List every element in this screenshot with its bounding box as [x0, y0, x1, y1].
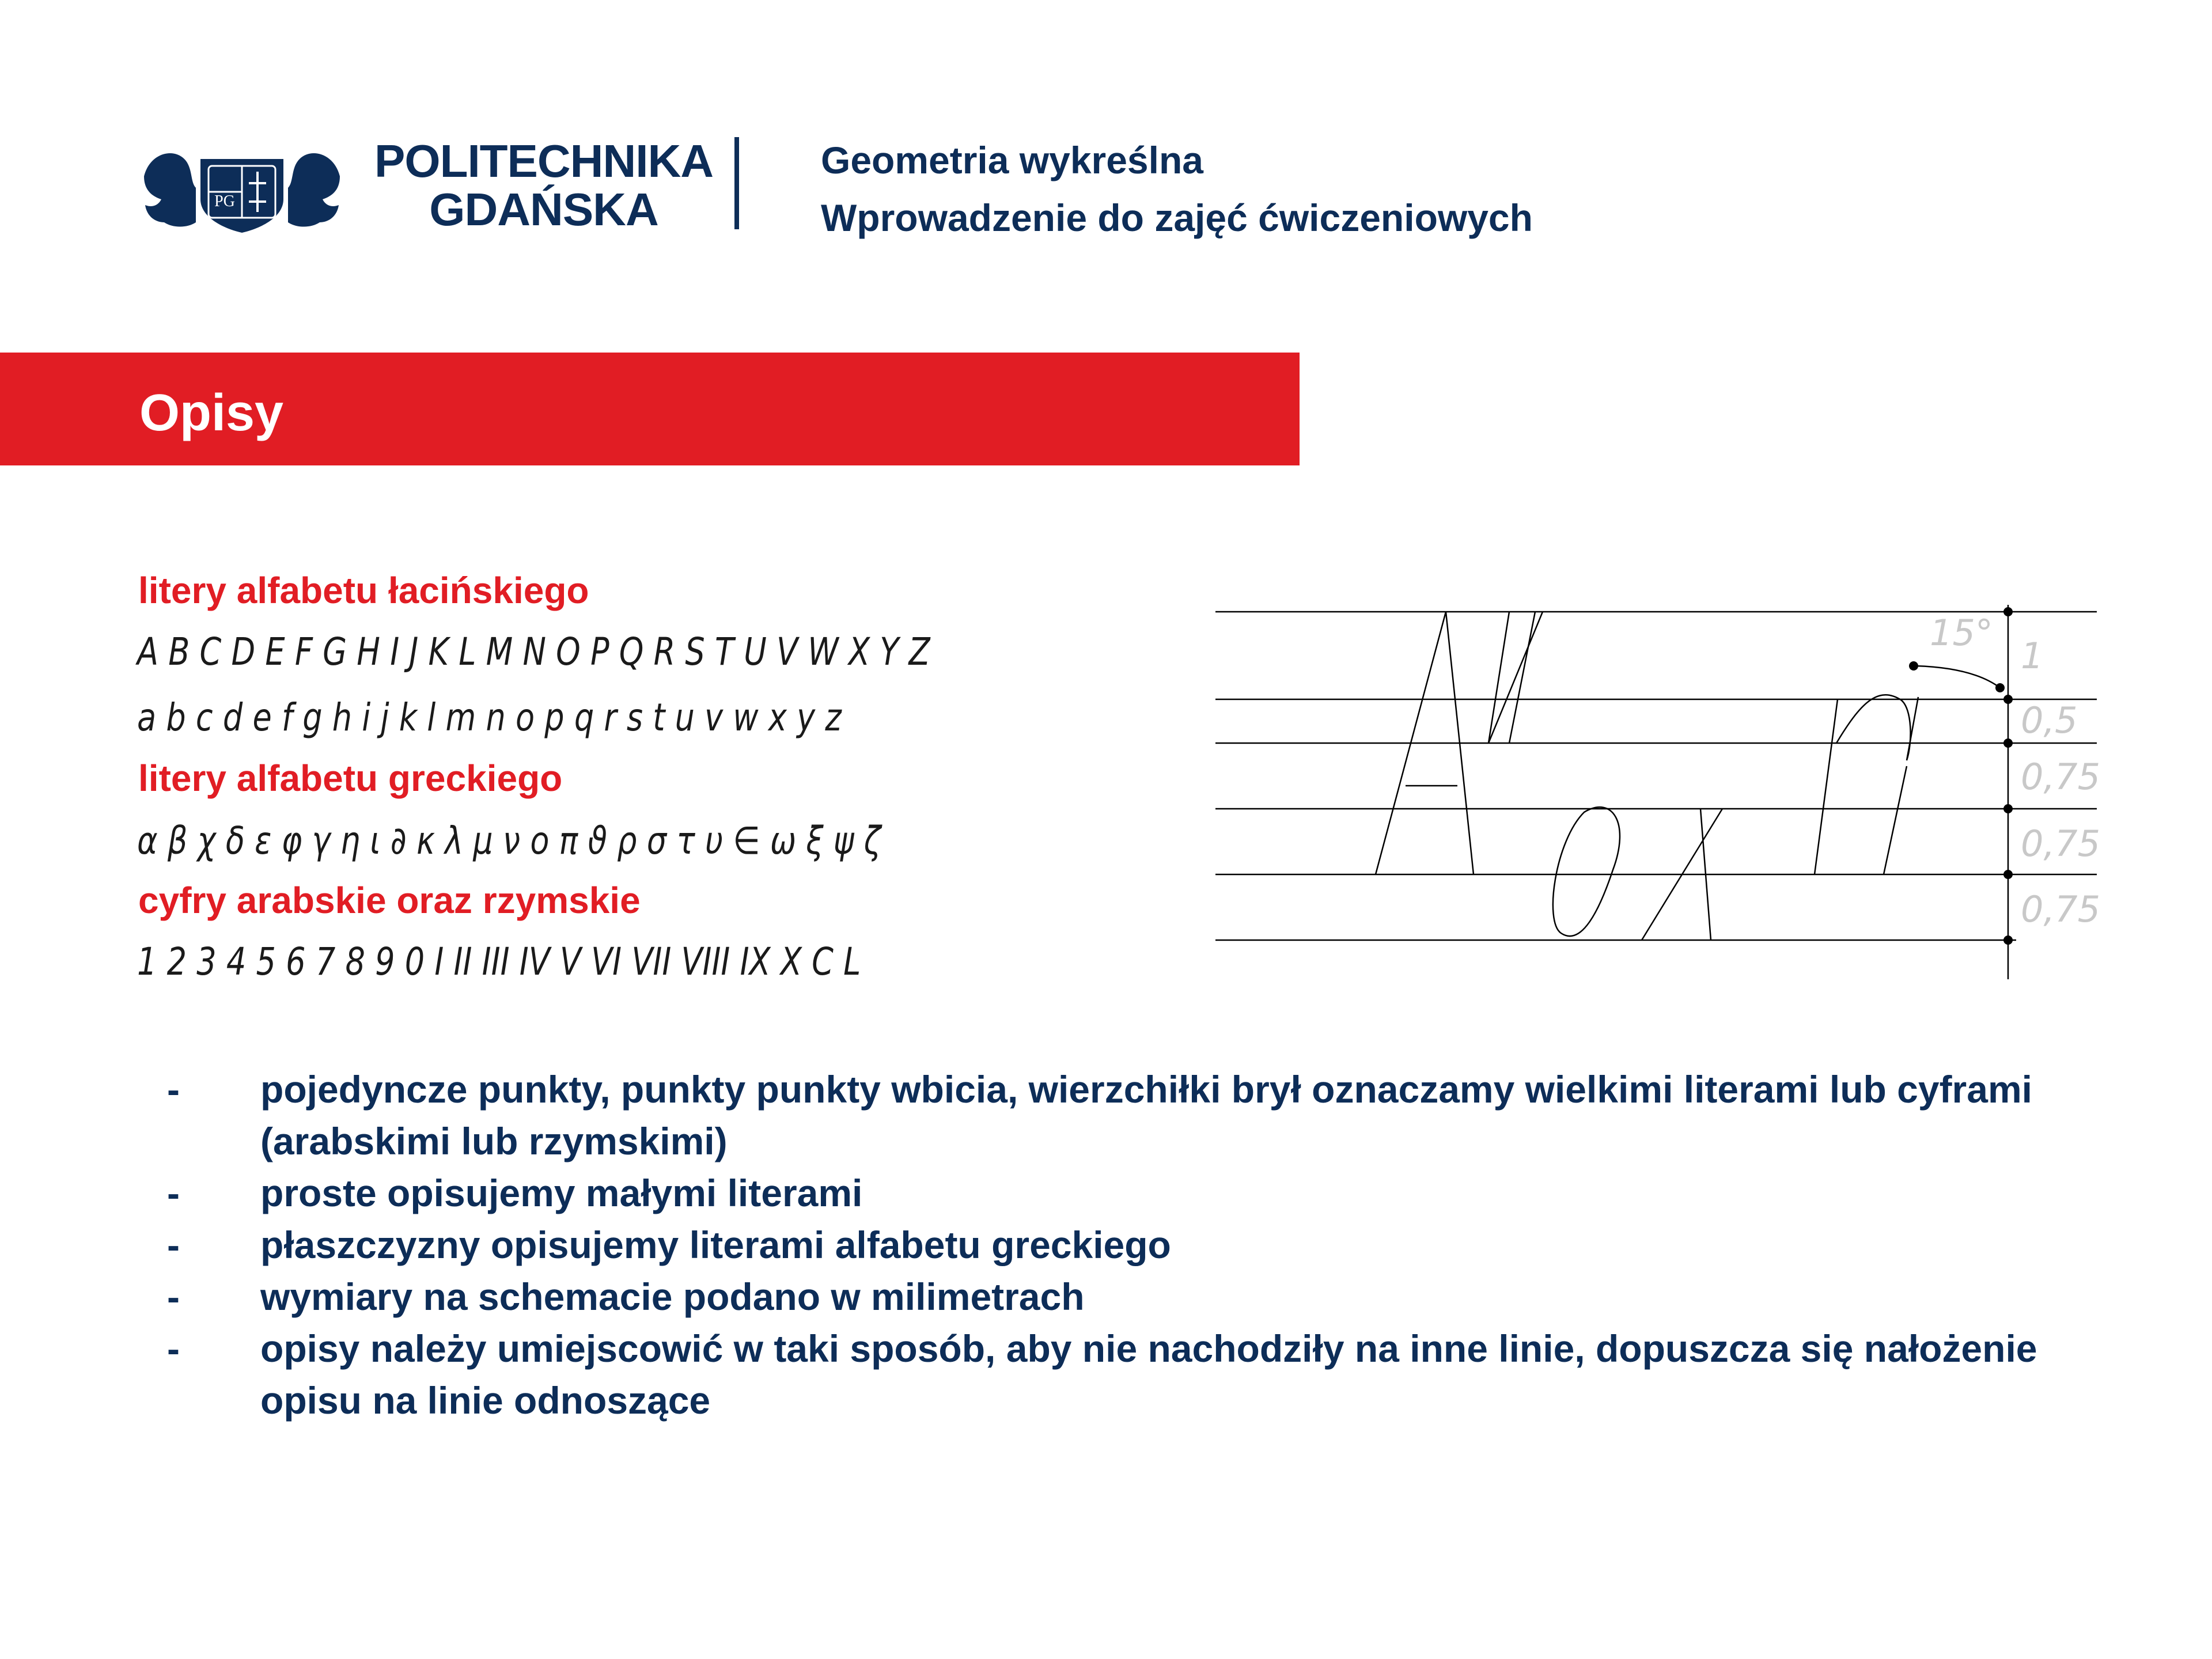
angle-dot-1 [1909, 661, 1918, 671]
list-item-text: opisy należy umiejscowić w taki sposób, aby nie nachodziły na inne linie, dopuszcza się nałożenie opisu na linie odnoszące [260, 1327, 2037, 1422]
list-item [167, 1219, 2126, 1271]
list-bullet: - [167, 1275, 180, 1318]
dimension-dot-1 [2003, 607, 2013, 616]
angle-label: 15° [1930, 612, 1993, 654]
greek-sample: α β χ δ ε φ γ η ι ∂ κ λ μ ν ο π ϑ ρ σ τ υ ∈ ω ξ ψ ζ [137, 819, 881, 863]
latin-heading: litery alfabetu łacińskiego [138, 570, 589, 611]
list-item-text: pojedyncze punkty, punkty punkty wbicia, wierzchiłki brył oznaczamy wielkimi literami lub cyframi (arabskimi lub rzymskimi) [260, 1068, 2032, 1162]
dimension-label-2: 0,5 [2021, 699, 2078, 741]
dimension-label-5: 0,75 [2021, 888, 2101, 930]
angle-dot-2 [1995, 683, 2005, 692]
list-item [167, 1323, 2126, 1426]
list-bullet: - [167, 1172, 180, 1214]
angle-arc [1916, 666, 2000, 688]
list-bullet: - [167, 1224, 180, 1266]
latin-lowercase-sample: a b c d e f g h i j k l m n o p q r s t u v w x y z [137, 695, 842, 740]
dimension-label-4: 0,75 [2021, 823, 2101, 865]
university-crest-icon [138, 136, 346, 234]
crest-monogram: PG [214, 192, 235, 210]
dimension-label-1: 1 [2021, 635, 2044, 677]
list-bullet: - [167, 1068, 180, 1111]
numerals-sample: 1 2 3 4 5 6 7 8 9 0 I II III IV V VI VII VIII IX X C L [137, 940, 861, 984]
dimension-label-3: 0,75 [2021, 756, 2101, 798]
list-bullet: - [167, 1327, 180, 1370]
dimension-dot-4 [2003, 804, 2013, 813]
dimension-dot-6 [2003, 935, 2013, 945]
numerals-heading: cyfry arabskie oraz rzymskie [138, 880, 641, 921]
letter-I [1509, 612, 1535, 743]
course-title: Geometria wykreślna [821, 139, 1203, 181]
header-divider [734, 137, 739, 229]
list-item [167, 1063, 2126, 1167]
letter-V [1488, 612, 1543, 743]
course-subtitle: Wprowadzenie do zajęć ćwiczeniowych [821, 196, 1533, 239]
list-item [167, 1167, 2126, 1219]
letter-n [1815, 695, 1918, 874]
brand-line-1: POLITECHNIKA [374, 135, 713, 187]
list-item-text: płaszczyzny opisujemy literami alfabetu greckiego [260, 1224, 1171, 1266]
brand-line-2: GDAŃSKA [429, 184, 658, 235]
rules-list [167, 1063, 2126, 1426]
dimension-dot-5 [2003, 870, 2013, 879]
greek-heading: litery alfabetu greckiego [138, 757, 563, 799]
lettering-proportion-diagram [1215, 599, 2114, 991]
letter-o [1553, 807, 1620, 936]
dimension-dot-2 [2003, 695, 2013, 704]
list-item [167, 1271, 2126, 1323]
list-item-text: wymiary na schemacie podano w milimetrach [260, 1275, 1085, 1318]
list-item-text: proste opisujemy małymi literami [260, 1172, 863, 1214]
page-title: Opisy [139, 384, 284, 442]
university-name [374, 137, 713, 234]
section-banner [0, 353, 1300, 465]
latin-uppercase-sample: A B C D E F G H I J K L M N O P Q R S T U V W X Y Z [137, 630, 930, 674]
dimension-dot-3 [2003, 738, 2013, 748]
course-info [821, 131, 1533, 247]
